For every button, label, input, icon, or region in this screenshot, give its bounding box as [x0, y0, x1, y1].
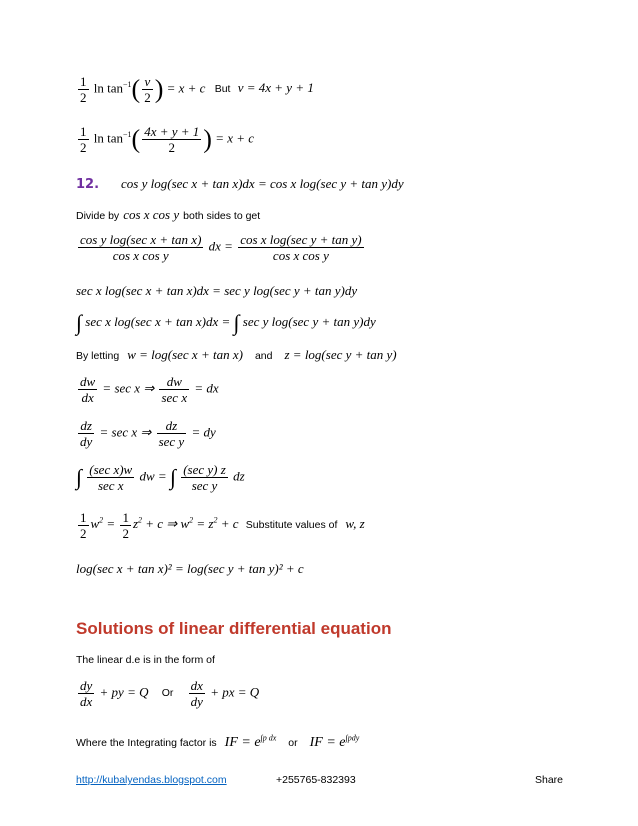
fraction-dw-dx: $\frac{dw}{dx}$ [80, 374, 96, 405]
letting-z: z = log(sec y + tan y) [284, 347, 397, 362]
fraction-4x-y-1-over-2: $\frac{4x + y + 1}{2}$ [144, 124, 200, 155]
fraction-dz-dy: $\frac{dz}{dy}$ [80, 418, 93, 449]
section-heading: Solutions of linear differential equation [76, 619, 392, 638]
fraction-secyz: $\frac{\text{(sec y) z}}{\text{sec y}}$ [183, 462, 226, 493]
integral-right: sec y log(sec y + tan y)dy [242, 313, 376, 329]
if-text: Where the Integrating factor is [76, 737, 217, 749]
equation-line-2: $\frac{1}{2}$ $\ln \tan^{-1}$( $\frac{4x + y + 1}{2}$ ) = x + c [80, 124, 255, 155]
divide-text: Divide by [76, 210, 120, 222]
dz-equation: $\frac{dz}{dy}$ = sec x ⇒ $\frac{dz}{\text{sec y}}$ = dy [80, 418, 216, 449]
divide-tail: both sides to get [183, 210, 261, 222]
problem-12-line [76, 175, 404, 193]
if-or: or [288, 737, 298, 749]
fraction-equation: $\frac{\text{cos y log(sec x + tan x)}}{\text{cos x cos y}}$ dx = $\frac{\text{cos x log(sec y + tan y)}}{\text{cos x cos y}}$ [80, 232, 362, 263]
fraction-dy-dx: $\frac{dy}{dx}$ [80, 678, 93, 709]
integral-sign-icon: ∫ [76, 464, 83, 490]
fraction-half: $\frac{1}{2}$ [80, 124, 87, 155]
if-expression-1: IF = $e^{\int p dx}$ [224, 733, 277, 750]
fraction-dx-dy: $\frac{dx}{dy}$ [190, 678, 203, 709]
letting-text: By letting [76, 350, 120, 362]
integral-equation [76, 310, 376, 336]
but-label: But [214, 83, 231, 96]
divide-line [76, 206, 260, 224]
fraction-dz-secy: $\frac{dz}{\text{sec y}}$ [158, 418, 185, 449]
equation-line-1: $\frac{1}{2}$ $\ln \tan^{-1}$( $\frac{v}{2}$ ) = x + c But v = 4x + y + 1 [80, 74, 314, 105]
equation-1-tail: = x + c [166, 80, 206, 96]
fraction-v-over-2: $\frac{v}{2}$ [144, 74, 151, 105]
fraction-right: $\frac{\text{cos x log(sec y + tan y)}}{\text{cos x cos y}}$ [240, 232, 362, 263]
fraction-secxw: $\frac{\text{(sec x)w}}{\text{sec x}}$ [89, 462, 133, 493]
squared-equation: $\frac{1}{2}$ $w^2$ = $\frac{1}{2}$ $z^2 + c$ ⇒ $w^2 = z^2 + c$ [80, 510, 242, 541]
linear-form-equation: $\frac{dy}{dx}$ + py = Q Or $\frac{dx}{dy}$ + px = Q [80, 678, 260, 709]
integral-left: sec x log(sec x + tan x)dx = [85, 313, 231, 329]
final-equation: log(sec x + tan x)² = log(sec y + tan y)² + c [76, 561, 304, 576]
fraction-left: $\frac{\text{cos y log(sec x + tan x)}}{\text{cos x cos y}}$ [80, 232, 202, 263]
dw-equation: $\frac{dw}{dx}$ = sec x ⇒ $\frac{dw}{\text{sec x}}$ = dx [80, 374, 219, 405]
integral-w-z-equation: ∫ $\frac{\text{(sec x)w}}{\text{sec x}}$ dw = ∫ $\frac{\text{(sec y) z}}{\text{sec y}}$ dz [76, 462, 245, 493]
sec-equation: sec x log(sec x + tan x)dx = sec y log(sec y + tan y)dy [76, 283, 358, 298]
share-button[interactable]: Share [535, 774, 564, 786]
substitute-text: Substitute values of [245, 519, 338, 532]
substitute-vars: w, z [345, 516, 365, 532]
equation-v: v = 4x + y + 1 [237, 80, 314, 96]
or-text: Or [161, 687, 174, 700]
integral-sign-icon: ∫ [76, 310, 83, 335]
footer-url-link[interactable]: http://kubalyendas.blogspot.com [76, 774, 227, 786]
divide-expression: cos x cos y [123, 207, 180, 222]
equation-2-tail: = x + c [215, 130, 255, 146]
fraction-dw-secx: $\frac{dw}{\text{sec x}}$ [161, 374, 188, 405]
problem-12-equation: cos y log(sec x + tan x)dx = cos x log(sec y + tan y)dy [121, 176, 404, 191]
problem-number: 12. [76, 177, 100, 192]
fraction-half: $\frac{1}{2}$ [80, 74, 87, 105]
letting-w: w = log(sec x + tan x) [127, 347, 243, 362]
footer-phone: +255765-832393 [276, 774, 356, 786]
and-text: and [254, 350, 273, 362]
squared-equation-line [76, 510, 365, 541]
if-expression-2: IF = $e^{\int pdy}$ [309, 733, 360, 750]
linear-intro: The linear d.e is in the form of [76, 654, 215, 666]
letting-line [76, 346, 397, 364]
integral-sign-icon: ∫ [169, 464, 176, 490]
integrating-factor-line [76, 733, 359, 751]
integral-sign-icon: ∫ [233, 310, 240, 335]
